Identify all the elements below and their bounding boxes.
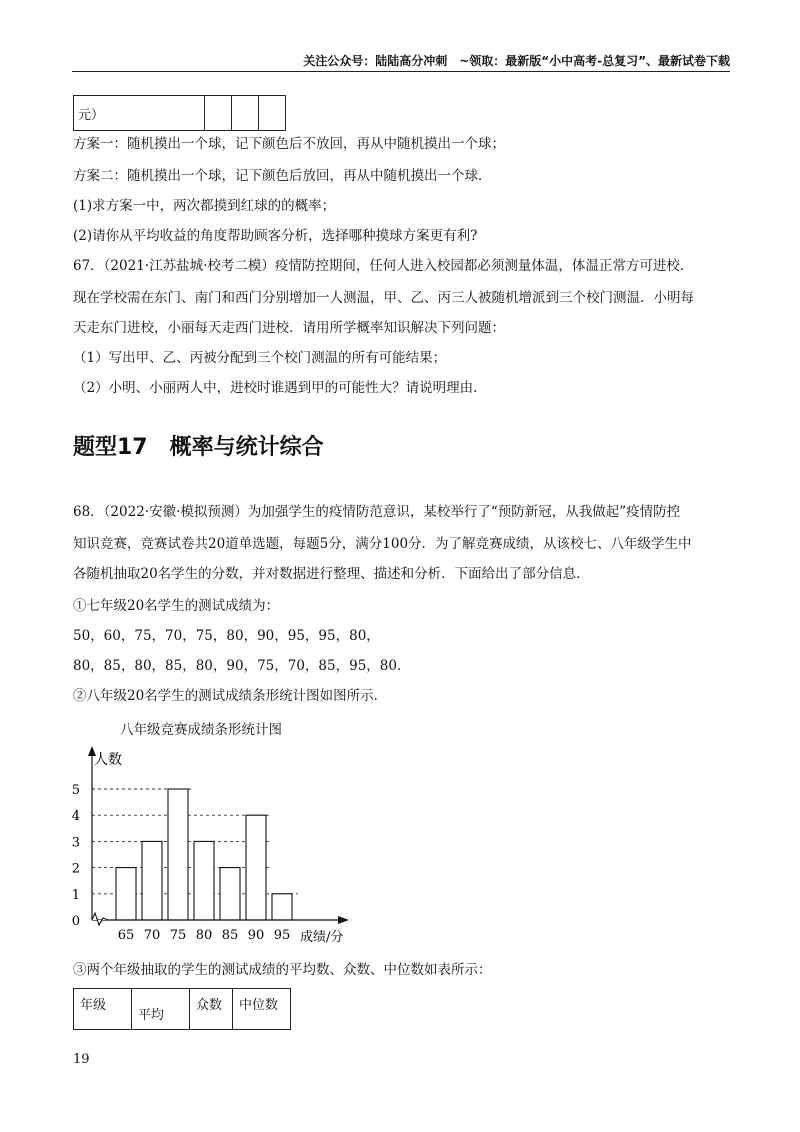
x-tick-label: 65 xyxy=(117,928,135,943)
y-tick-label: 5 xyxy=(71,783,80,798)
summary-table-header-mean: 平均 xyxy=(132,989,190,1030)
top-table-fragment xyxy=(73,95,286,131)
chart-x-ticks xyxy=(118,928,291,943)
problem-67-line-3: 天走东门进校，小丽每天走西门进校．请用所学概率知识解决下列问题： xyxy=(73,320,505,336)
chart-bars xyxy=(116,789,292,920)
question-1-text: (1)求方案一中，两次都摸到红球的的概率； xyxy=(73,198,336,214)
problem-67-question-2: （2）小明、小丽两人中，进校时谁遇到甲的可能性大？请说明理由． xyxy=(73,380,487,396)
grade7-scores-intro: ①七年级20名学生的测试成绩为： xyxy=(73,598,280,614)
bar-95 xyxy=(272,894,292,920)
problem-68-line-2: 知识竞赛，竞赛试卷共20道单选题，每题5分，满分100分．为了解竞赛成绩，从该校七、八年级学生中 xyxy=(73,536,692,552)
bar-chart xyxy=(60,742,370,947)
grade7-scores-row-1: 50，60，75，70，75，80，90，95，95，80， xyxy=(73,628,380,644)
x-tick-label: 95 xyxy=(273,928,291,943)
summary-table-header-grade: 年级 xyxy=(74,989,132,1030)
x-tick-label: 85 xyxy=(221,928,239,943)
problem-67-question-1: （1）写出甲、乙、丙被分配到三个校门测温的所有可能结果； xyxy=(73,350,447,366)
plan-two-text: 方案二：随机摸出一个球，记下颜色后放回，再从中随机摸出一个球． xyxy=(73,168,492,184)
bar-85 xyxy=(220,868,240,920)
y-tick-label: 2 xyxy=(71,861,80,877)
bar-80 xyxy=(194,841,214,920)
summary-table-intro: ③两个年级抽取的学生的测试成绩的平均数、众数、中位数如表所示： xyxy=(73,962,492,978)
problem-67-line-1: 67．（2021·江苏盐城·校考二模）疫情防控期间，任何人进入校园都必须测量体温，体温正常方可进校． xyxy=(73,258,694,274)
problem-68-line-1: 68．（2022·安徽·模拟预测）为加强学生的疫情防范意识，某校举行了“预防新冠，从我做起”疫情防控 xyxy=(73,504,681,520)
bar-75 xyxy=(168,789,188,920)
y-tick-label: 4 xyxy=(71,809,80,825)
top-table-cell-label: 元） xyxy=(74,96,205,131)
x-axis-arrow xyxy=(338,916,349,924)
y-tick-label: 0 xyxy=(71,914,80,929)
x-tick-label: 90 xyxy=(247,928,265,943)
plan-one-text: 方案一：随机摸出一个球，记下颜色后不放回，再从中随机摸出一个球； xyxy=(73,136,505,152)
x-tick-label: 80 xyxy=(195,928,213,943)
top-table-cell-empty xyxy=(205,96,232,131)
y-tick-label: 1 xyxy=(71,887,80,903)
grade7-scores-row-2: 80，85，80，85，80，90，75，70，85，95，80． xyxy=(73,658,411,674)
summary-table-header-mode: 众数 xyxy=(190,989,233,1030)
page-number: 19 xyxy=(73,1052,90,1067)
axis-break-mark xyxy=(92,913,108,925)
grade8-chart-intro: ②八年级20名学生的测试成绩条形统计图如图所示． xyxy=(73,688,388,704)
bar-90 xyxy=(246,815,266,920)
problem-68-line-3: 各随机抽取20名学生的分数，并对数据进行整理、描述和分析．下面给出了部分信息． xyxy=(73,566,590,582)
x-axis-label: 成绩/分 xyxy=(300,930,344,945)
summary-table xyxy=(73,988,291,1030)
y-axis-label: 人数 xyxy=(94,752,122,768)
page-header: 关注公众号：陆陆高分冲刺 ~领取：最新版“小中高考-总复习”、最新试卷下载 xyxy=(303,54,730,68)
x-tick-label: 75 xyxy=(169,928,187,943)
chart-title: 八年级竞赛成绩条形统计图 xyxy=(120,722,282,738)
bar-65 xyxy=(116,868,136,920)
x-tick-label: 70 xyxy=(143,928,161,943)
top-table-cell-empty xyxy=(259,96,286,131)
summary-table-header-median: 中位数 xyxy=(233,989,291,1030)
chart-y-ticks xyxy=(72,783,80,929)
bar-70 xyxy=(142,841,162,920)
section-title: 题型17 概率与统计综合 xyxy=(73,435,324,460)
top-table-cell-empty xyxy=(232,96,259,131)
question-2-text: (2)请你从平均收益的角度帮助顾客分析，选择哪种摸球方案更有利? xyxy=(73,228,478,244)
problem-67-line-2: 现在学校需在东门、南门和西门分别增加一人测温，甲、乙、丙三人被随机增派到三个校门测温．小明每 xyxy=(73,290,694,306)
header-rule xyxy=(72,71,730,72)
y-tick-label: 3 xyxy=(71,835,80,851)
